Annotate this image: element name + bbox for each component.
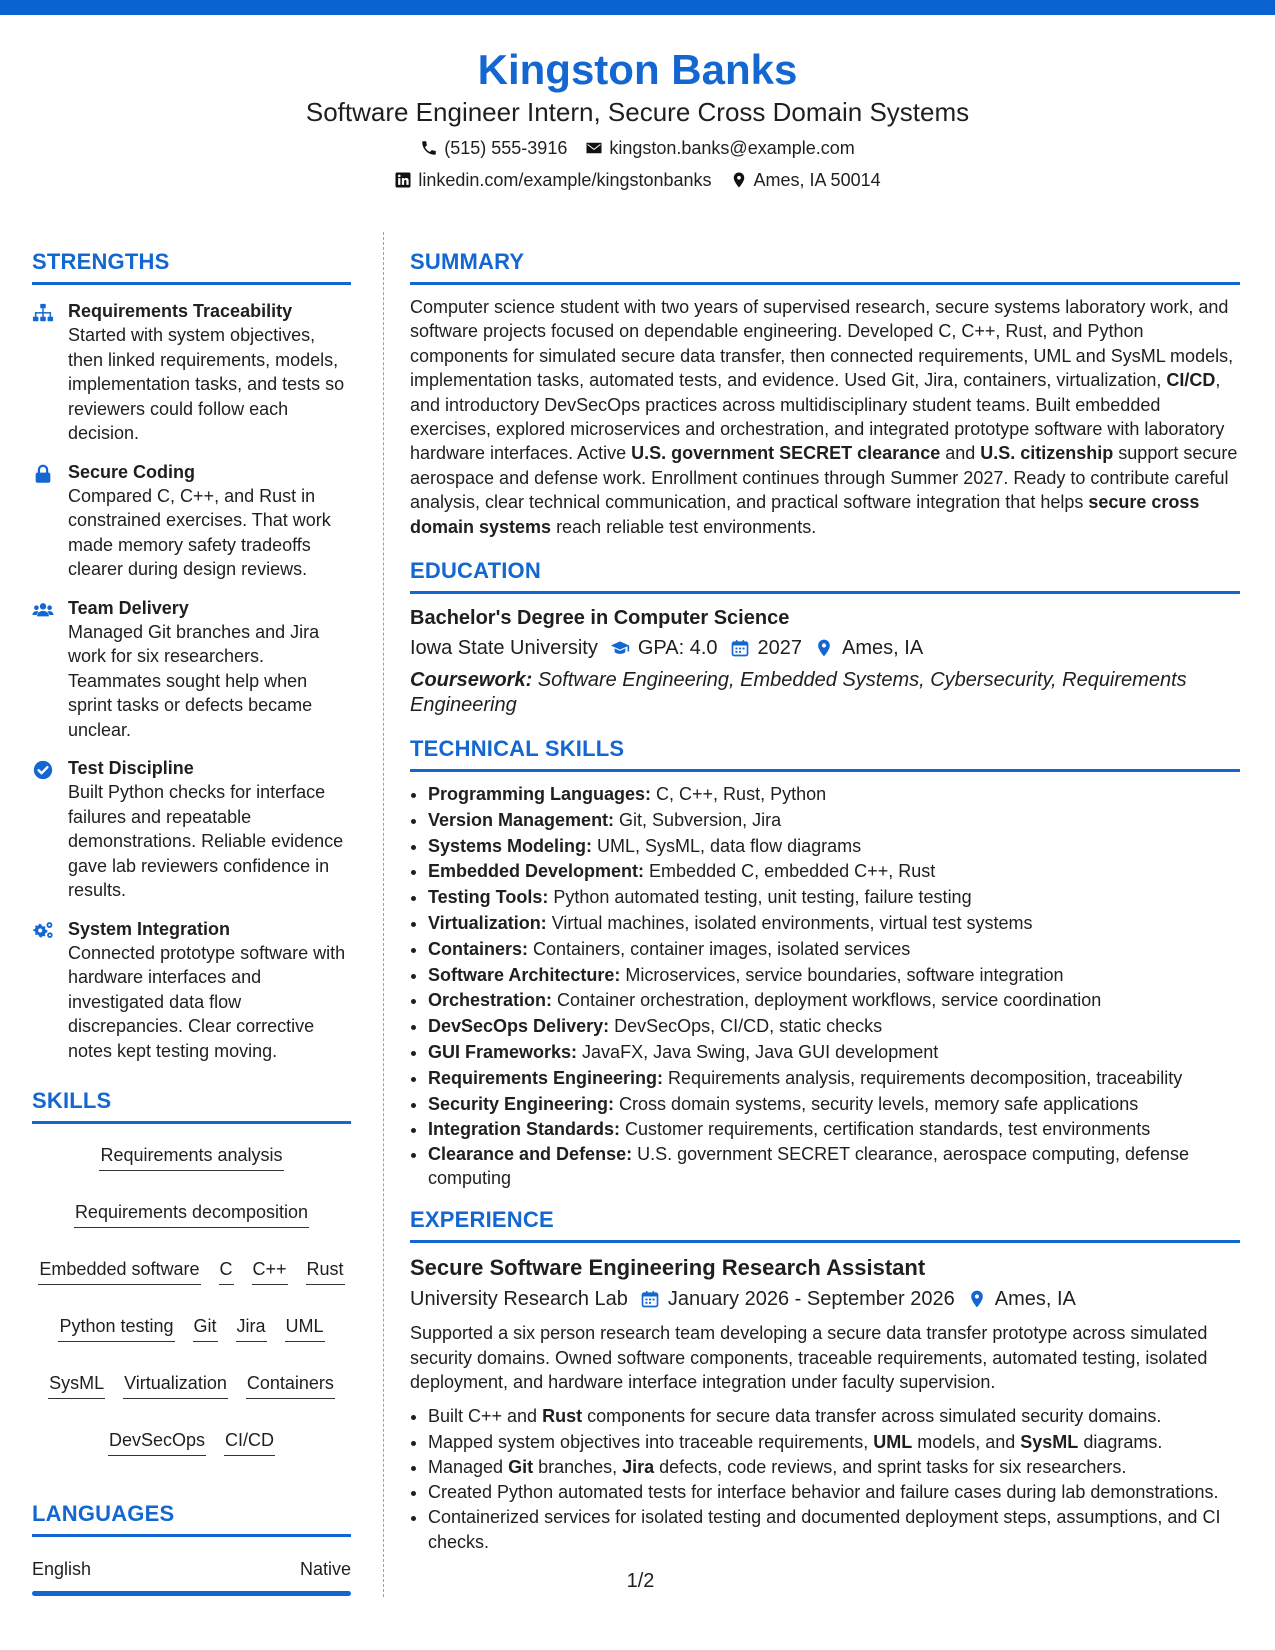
- job-location: Ames, IA: [994, 1288, 1076, 1311]
- list-item: • Programming Languages: C, C++, Rust, Python: [428, 782, 1240, 808]
- contact-row-2: [0, 168, 1275, 192]
- graduation-year: 2027: [757, 637, 803, 660]
- gears-icon: [32, 920, 54, 942]
- calendar-icon: [640, 1289, 660, 1309]
- list-item: • Mapped system objectives into traceable requirements, UML models, and SysML diagrams.: [428, 1430, 1240, 1455]
- strength-item: [32, 917, 351, 1064]
- job-description: Supported a six person research team developing a secure data transfer prototype across simulated security domains. Owned software components, traceable requirements, automated testing, isolated deployment, and hardware interface integration under faculty supervision.: [410, 1323, 1208, 1393]
- list-item: • Managed Git branches, Jira defects, code reviews, and sprint tasks for six researchers.: [428, 1455, 1240, 1480]
- column-divider: [383, 232, 384, 1597]
- skill-tag: SysML: [48, 1370, 105, 1399]
- list-item: • Systems Modeling: UML, SysML, data flow diagrams: [428, 834, 1240, 860]
- strength-item: [32, 460, 351, 582]
- strength-title: Requirements Traceability: [68, 301, 293, 321]
- map-pin-icon: [967, 1289, 987, 1309]
- strength-item: [32, 756, 351, 903]
- technical-skills-list: [410, 782, 1240, 1190]
- list-item: • DevSecOps Delivery: DevSecOps, CI/CD, static checks: [428, 1014, 1240, 1040]
- skill-tag: CI/CD: [224, 1427, 275, 1456]
- education-meta: [410, 634, 1240, 662]
- skill-tag: Git: [193, 1313, 218, 1342]
- map-pin-icon: [814, 638, 834, 658]
- list-item: • Containers: Containers, container images, isolated services: [428, 937, 1240, 963]
- job-meta: [410, 1285, 1240, 1313]
- list-item: • Embedded Development: Embedded C, embedded C++, Rust: [428, 859, 1240, 885]
- job-title: Secure Software Engineering Research Assistant: [410, 1255, 926, 1281]
- skill-tag: Rust: [306, 1256, 345, 1285]
- school-location: Ames, IA: [842, 637, 924, 660]
- strength-item: [32, 299, 351, 446]
- employer-name: University Research Lab: [410, 1288, 628, 1311]
- list-item: • Orchestration: Container orchestration, deployment workflows, service coordination: [428, 988, 1240, 1014]
- coursework: Coursework: Software Engineering, Embedded Systems, Cybersecurity, Requirements Engineering: [410, 669, 1187, 716]
- phone-icon: [420, 139, 438, 157]
- list-item: • Testing Tools: Python automated testing, unit testing, failure testing: [428, 885, 1240, 911]
- skill-tag: Requirements decomposition: [74, 1199, 309, 1228]
- languages-heading: LANGUAGES: [32, 1500, 351, 1537]
- education-heading: EDUCATION: [410, 557, 1240, 594]
- skill-tag: Python testing: [58, 1313, 174, 1342]
- envelope-icon: [585, 139, 603, 157]
- skill-tag: UML: [285, 1313, 325, 1342]
- phone-contact[interactable]: [420, 136, 567, 160]
- location-text: Ames, IA 50014: [753, 170, 881, 190]
- strength-text: Connected prototype software with hardware interfaces and investigated data flow discrepancies. Clear corrective notes kept testing moving.: [68, 942, 346, 1061]
- list-item: • Security Engineering: Cross domain systems, security levels, memory safe applications: [428, 1092, 1240, 1118]
- skill-tag: DevSecOps: [108, 1427, 206, 1456]
- linkedin-contact[interactable]: [394, 168, 711, 192]
- strength-title: Test Discipline: [68, 758, 194, 778]
- skill-tag: Requirements analysis: [99, 1142, 283, 1171]
- phone-text: (515) 555-3916: [444, 138, 568, 158]
- language-name: English: [32, 1559, 92, 1579]
- job-bullets: [410, 1404, 1240, 1555]
- school-name: Iowa State University: [410, 637, 598, 660]
- strength-title: System Integration: [68, 918, 231, 939]
- right-column: [410, 248, 1240, 1556]
- job-dates: January 2026 - September 2026: [667, 1288, 955, 1311]
- page-number: 1/2: [626, 1570, 655, 1592]
- list-item: • Integration Standards: Customer requirements, certification standards, test environments: [428, 1117, 1240, 1143]
- list-item: • Created Python automated tests for interface behavior and failure cases during lab demonstrations.: [428, 1480, 1240, 1505]
- location-contact: [730, 168, 881, 192]
- skills-heading: SKILLS: [32, 1087, 351, 1124]
- strength-title: Team Delivery: [68, 597, 189, 618]
- candidate-name: Kingston Banks: [477, 46, 798, 93]
- strength-text: Built Python checks for interface failures and repeatable demonstrations. Reliable evidence gave lab reviewers confidence in results.: [68, 782, 344, 900]
- list-item: • Virtualization: Virtual machines, isolated environments, virtual test systems: [428, 911, 1240, 937]
- strength-text: Managed Git branches and Jira work for six researchers. Teammates sought help when sprint tasks or defects became unclear.: [68, 621, 320, 740]
- email-text: kingston.banks@example.com: [609, 138, 855, 158]
- list-item: • Clearance and Defense: U.S. government SECRET clearance, aerospace computing, defense computing: [428, 1143, 1240, 1190]
- summary-heading: SUMMARY: [410, 248, 1240, 285]
- linkedin-text: linkedin.com/example/kingstonbanks: [418, 170, 712, 190]
- linkedin-icon: [394, 171, 412, 189]
- list-item: • Built C++ and Rust components for secure data transfer across simulated security domains.: [428, 1404, 1240, 1429]
- list-item: • Containerized services for isolated testing and documented deployment steps, assumptions, and CI checks.: [428, 1505, 1240, 1555]
- strengths-heading: STRENGTHS: [32, 248, 351, 285]
- summary-text: Computer science student with two years of supervised research, secure systems laboratory work, and software projects focused on dependable engineering. Developed C, C++, Rust, and Python components for simulated secure data transfer, then connected requirements, UML and SysML models, implementation tasks, automated tests, and evidence. Used Git, Jira, containers, virtualization, CI/CD, and introductory DevSecOps practices across multidisciplinary student teams. Built embedded exercises, explored microservices and orchestration, and integrated prototype software with laboratory hardware interfaces. Active U.S. government SECRET clearance and U.S. citizenship support secure aerospace and defense work. Enrollment continues through Summer 2027. Ready to contribute careful analysis, clear technical communication, and practical software integration that helps secure cross domain systems reach reliable test environments.: [410, 297, 1238, 537]
- sitemap-icon: [32, 302, 54, 324]
- technical-skills-heading: TECHNICAL SKILLS: [410, 735, 1240, 772]
- left-column: [32, 248, 351, 1596]
- top-accent-bar: [0, 0, 1275, 15]
- graduation-cap-icon: [610, 638, 630, 658]
- map-pin-icon: [730, 171, 748, 189]
- email-contact[interactable]: [585, 136, 854, 160]
- gpa-text: GPA: 4.0: [637, 637, 718, 660]
- language-level: Native: [299, 1559, 351, 1579]
- list-item: • Software Architecture: Microservices, service boundaries, software integration: [428, 963, 1240, 989]
- skill-tag: Jira: [236, 1313, 267, 1342]
- skill-tag: C++: [252, 1256, 288, 1285]
- strength-title: Secure Coding: [68, 461, 196, 482]
- list-item: • Version Management: Git, Subversion, Jira: [428, 808, 1240, 834]
- lock-icon: [32, 463, 54, 485]
- skill-tag: Embedded software: [38, 1256, 200, 1285]
- candidate-title: Software Engineer Intern, Secure Cross Domain Systems: [305, 97, 970, 127]
- strength-item: [32, 596, 351, 743]
- skill-tag: C: [219, 1256, 234, 1285]
- skills-list: [32, 1142, 351, 1456]
- experience-heading: EXPERIENCE: [410, 1206, 1240, 1243]
- list-item: • GUI Frameworks: JavaFX, Java Swing, Java GUI development: [428, 1040, 1240, 1066]
- strength-text: Started with system objectives, then linked requirements, models, implementation tasks, and tests so reviewers could follow each decision.: [68, 325, 345, 443]
- skill-tag: Containers: [246, 1370, 335, 1399]
- users-icon: [32, 599, 54, 621]
- strength-text: Compared C, C++, and Rust in constrained exercises. That work made memory safety tradeoffs clearer during design reviews.: [68, 485, 331, 579]
- list-item: • Requirements Engineering: Requirements analysis, requirements decomposition, traceability: [428, 1066, 1240, 1092]
- resume-header: [0, 44, 1275, 192]
- calendar-icon: [730, 638, 750, 658]
- contact-row-1: [0, 136, 1275, 160]
- degree-title: Bachelor's Degree in Computer Science: [410, 607, 790, 630]
- check-circle-icon: [32, 759, 54, 781]
- skill-tag: Virtualization: [123, 1370, 228, 1399]
